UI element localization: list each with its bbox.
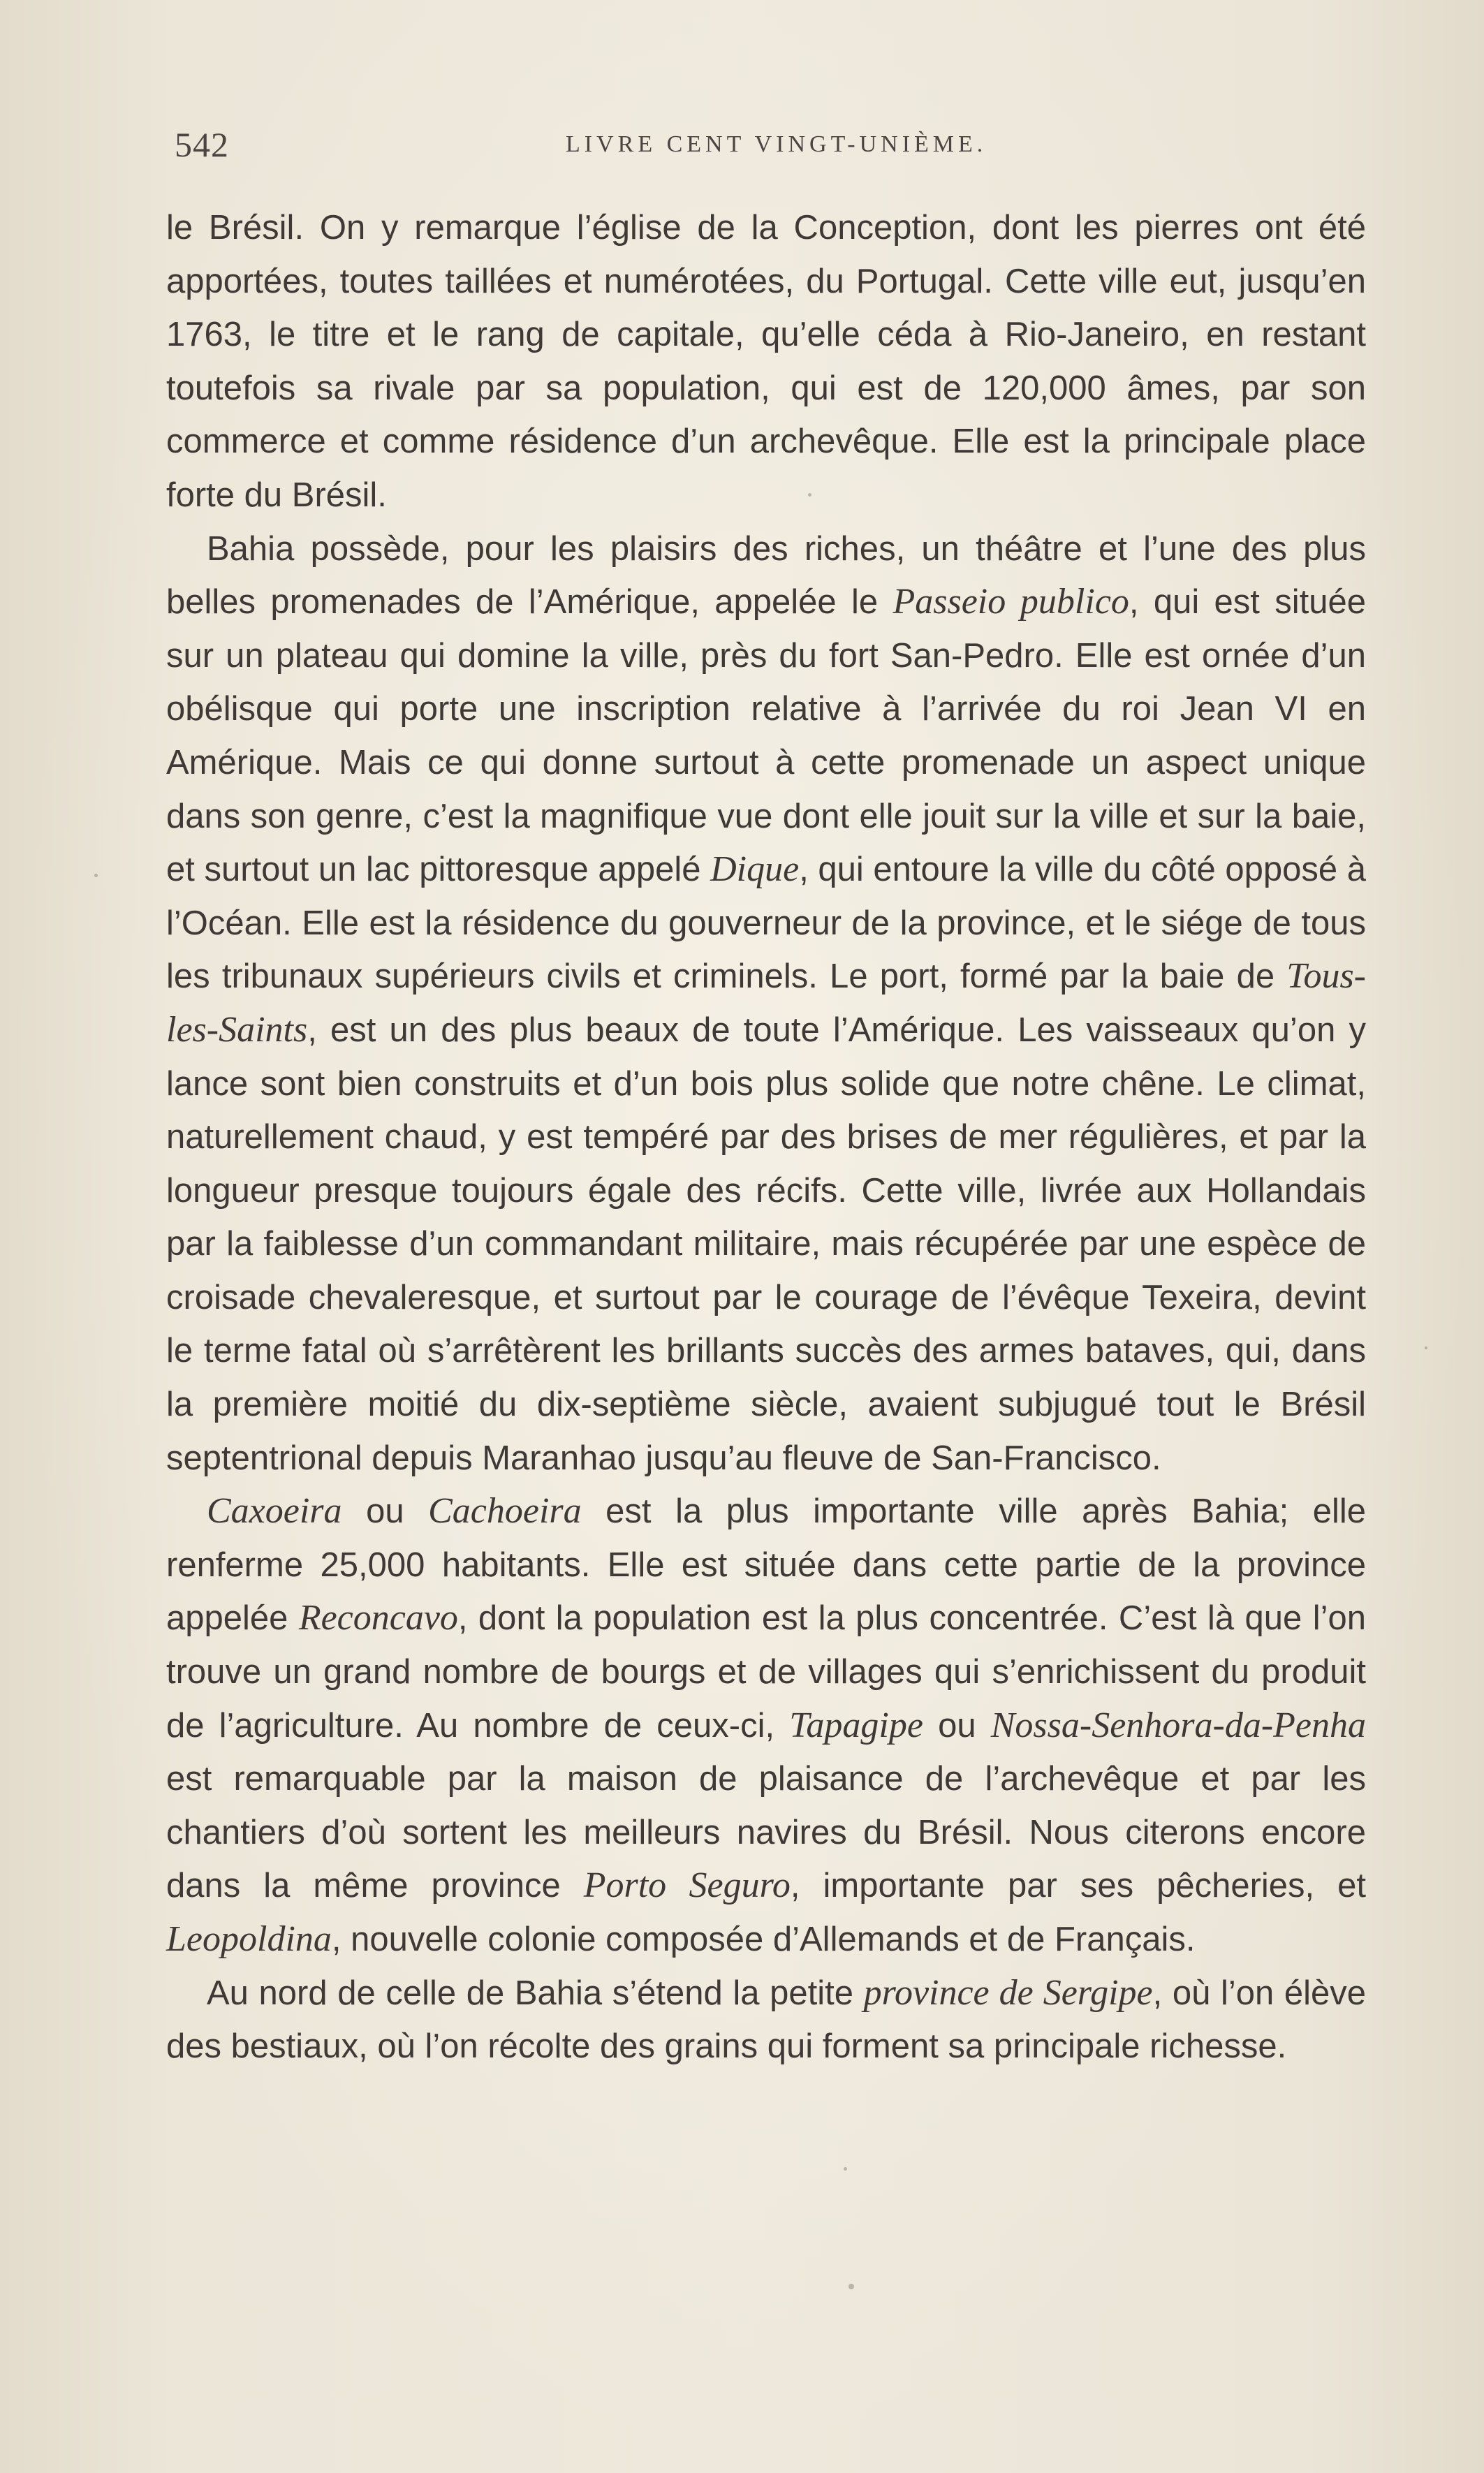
text-run: , nouvelle colonie composée d’Allemands et de Français. bbox=[331, 1921, 1196, 1958]
italic-term: Tapagipe bbox=[789, 1705, 923, 1745]
paragraph bbox=[166, 201, 1366, 522]
running-title: LIVRE CENT VINGT-UNIÈME. bbox=[566, 131, 987, 157]
text-run: , qui est située sur un plateau qui domine la ville, près du fort San-Pedro. Elle est ornée d’un obélisque qui porte une inscription relative à l’arrivée du roi Jean VI en Amérique. Mais ce qui donne surtout à cette promenade un aspect unique dans son genre, c’est la magnifique vue dont elle jouit sur la ville et sur la baie, et surtout un lac pittoresque appelé bbox=[166, 583, 1366, 889]
text-run: Au nord de celle de Bahia s’étend la petite bbox=[207, 1974, 864, 2012]
text-run: , importante par ses pêcheries, et bbox=[790, 1867, 1366, 1905]
paragraph bbox=[166, 1485, 1366, 1966]
text-run: ou bbox=[923, 1706, 991, 1745]
text-run: le Brésil. On y remarque l’église de la Conception, dont les pierres ont été apportées, toutes taillées et numérotées, du Portugal. Cette ville eut, jusqu’en 1763, le titre et le rang de capitale, qu’elle céda à Rio-Janeiro, en restant toutefois sa rivale par sa population, qui est de 120,000 âmes, par son commerce et comme résidence d’un archevêque. Elle est la principale place forte du Brésil. bbox=[166, 209, 1366, 514]
paper-speck bbox=[848, 2284, 854, 2289]
text-run: est la plus importante ville après Bahia; elle renferme 25,000 habitants. Elle est située dans cette partie de la province appelée bbox=[166, 1492, 1366, 1638]
italic-term: Dique bbox=[710, 849, 800, 890]
page-header bbox=[175, 124, 1365, 180]
paper-speck bbox=[1425, 1346, 1427, 1349]
italic-term: Tous-les-Saints bbox=[166, 956, 1366, 1050]
italic-term: Leopoldina bbox=[166, 1919, 332, 1959]
text-run: est remarquable par la maison de plaisance de l’archevêque et par les chantiers d’où sortent les meilleurs navires du Brésil. Nous citerons encore dans la même province bbox=[166, 1760, 1366, 1905]
paper-speck bbox=[94, 874, 98, 877]
italic-term: Porto Seguro bbox=[583, 1865, 791, 1906]
body-text bbox=[166, 201, 1366, 2074]
italic-term: Nossa-Senhora-da-Penha bbox=[990, 1705, 1366, 1745]
italic-term: Cachoeira bbox=[428, 1491, 582, 1532]
text-run: , où l’on élève des bestiaux, où l’on récolte des grains qui forment sa principale richesse. bbox=[166, 1974, 1366, 2066]
text-run: ou bbox=[341, 1492, 429, 1531]
page-number: 542 bbox=[175, 125, 229, 164]
italic-term: province de Sergipe bbox=[863, 1972, 1153, 2013]
italic-term: Passeio publico bbox=[892, 582, 1129, 622]
paper-speck bbox=[808, 493, 811, 497]
paper-speck bbox=[844, 2167, 847, 2171]
italic-term: Reconcavo bbox=[298, 1598, 458, 1638]
text-run: Bahia possède, pour les plaisirs des riches, un théâtre et l’une des plus belles promenades de l’Amérique, appelée le bbox=[166, 529, 1366, 622]
paragraph bbox=[166, 522, 1366, 1485]
text-run: , est un des plus beaux de toute l’Amérique. Les vaisseaux qu’on y lance sont bien construits et d’un bois plus solide que notre chêne. Le climat, naturellement chaud, y est tempéré par des brises de mer régulières, et par la longueur presque toujours égale des récifs. Cette ville, livrée aux Hollandais par la faiblesse d’un commandant militaire, mais récupérée par une espèce de croisade chevaleresque, et surtout par le courage de l’évêque Texeira, devint le terme fatal où s’arrêtèrent les brillants succès des armes bataves, qui, dans la première moitié du dix-septième siècle, avaient subjugué tout le Brésil septentrional depuis Maranhao jusqu’au fleuve de San-Francisco. bbox=[166, 1011, 1366, 1477]
text-run: , qui entoure la ville du côté opposé à l’Océan. Elle est la résidence du gouverneur de la province, et le siége de tous les tribunaux supérieurs civils et criminels. Le port, formé par la baie de bbox=[166, 851, 1366, 996]
text-run: , dont la population est la plus concentrée. C’est là que l’on trouve un grand nombre de bourgs et de villages qui s’enrichissent du produit de l’agriculture. Au nombre de ceux-ci, bbox=[166, 1599, 1366, 1745]
italic-term: Caxoeira bbox=[207, 1491, 342, 1532]
paragraph bbox=[166, 1967, 1366, 2074]
